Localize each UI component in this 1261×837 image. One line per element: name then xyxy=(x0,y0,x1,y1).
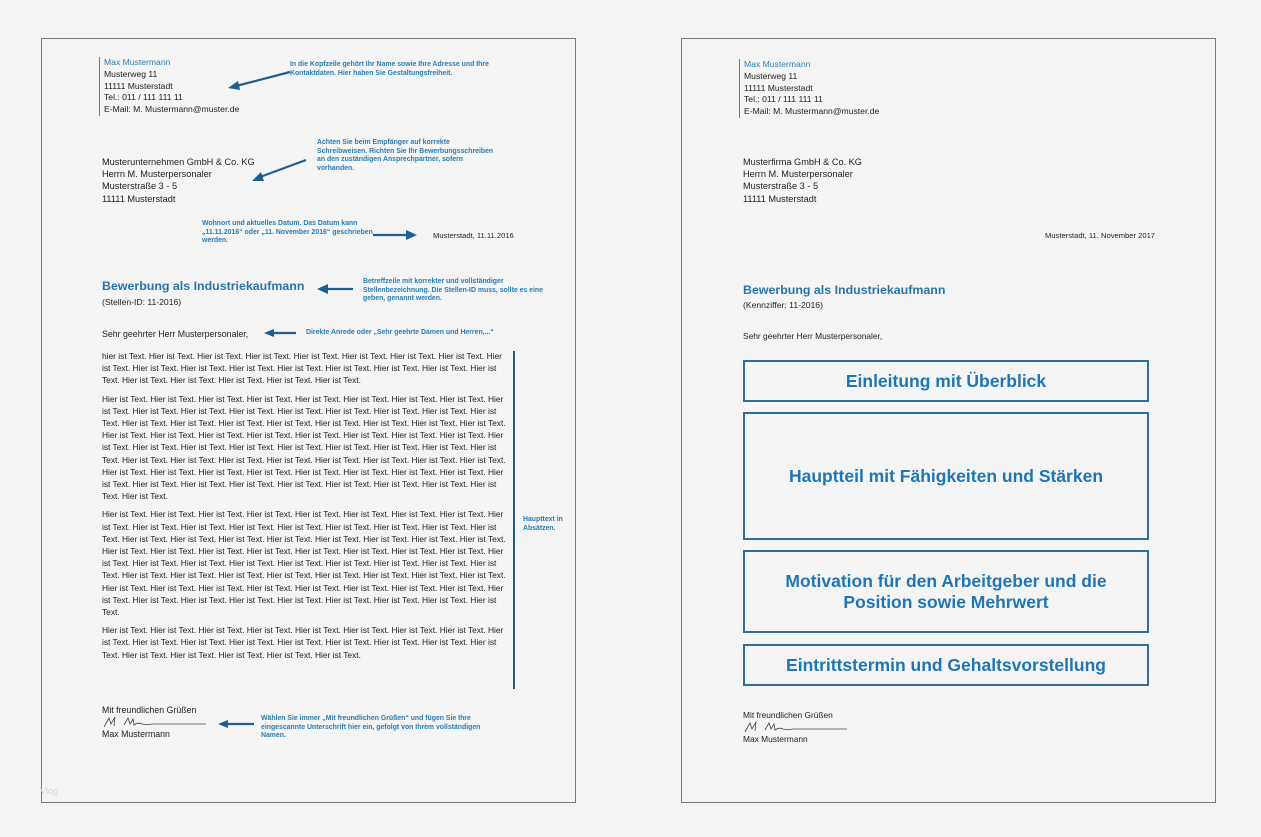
letter-date: Musterstadt, 11.11.2016 xyxy=(433,231,514,240)
recipient-city: 11111 Musterstadt xyxy=(743,193,817,204)
annotation-subject: Betreffzeile mit korrekter und vollständiger Stellenbezeichnung. Die Stellen-ID muss, sollte es eine geben, genannt werden. xyxy=(363,278,543,303)
section-box-introduction: Einleitung mit Überblick xyxy=(743,360,1149,402)
subject-line: Bewerbung als Industriekaufmann xyxy=(102,279,305,293)
body-paragraph: hier ist Text. Hier ist Text. Hier ist Text. Hier ist Text. Hier ist Text. Hier ist Text. Hier ist Text. Hier ist Text. Hier ist Text. Hier ist Text. Hier ist Text. Hier ist Text. Hier ist Text. Hier ist Text. Hier ist Text. Hier ist Text. Hier ist Text. Hier ist Text. Hier ist Text. Hier ist Text. Hier ist Text. Hier ist Text. xyxy=(102,351,502,386)
signature-name: Max Mustermann xyxy=(743,734,808,744)
recipient-street: Musterstraße 3 - 5 xyxy=(743,181,819,192)
closing-block xyxy=(743,709,849,745)
annotation-date: Wohnort und aktuelles Datum. Das Datum kann „11.11.2016“ oder „11. November 2016“ geschrieben werden. xyxy=(202,220,373,245)
annotated-letter-page xyxy=(41,38,576,803)
closing-phrase: Mit freundlichen Grüßen xyxy=(743,710,833,720)
recipient-company: Musterunternehmen GmbH & Co. KG xyxy=(102,157,255,167)
body-bracket-line xyxy=(513,351,515,689)
annotation-body: Haupttext in Absätzen. xyxy=(523,516,563,532)
arrow-icon xyxy=(218,719,254,729)
sender-phone: Tel.: 011 / 111 111 11 xyxy=(104,92,183,103)
body-paragraph: Hier ist Text. Hier ist Text. Hier ist Text. Hier ist Text. Hier ist Text. Hier ist Text. Hier ist Text. Hier ist Text. Hier ist Text. Hier ist Text. Hier ist Text. Hier ist Text. Hier ist Text. Hier ist Text. Hier ist Text. Hier ist Text. Hier ist Text. Hier ist Text. Hier ist Text. Hier ist Text. Hier ist Text. Hier ist Text. Hier ist Text. Hier ist Text. Hier ist Text. Hier ist Text. Hier ist Text. Hier ist Text. Hier ist Text. Hier ist Text. Hier ist Text. Hier ist Text. Hier ist Text. Hier ist Text. Hier ist Text. Hier ist Text. Hier ist Text. Hier ist Text. Hier ist Text. Hier ist Text. Hier ist Text. Hier ist Text. Hier ist Text. Hier ist Text. Hier ist Text. Hier ist Text. Hier ist Text. Hier ist Text. Hier ist Text. Hier ist Text. Hier ist Text. Hier ist Text. Hier ist Text. Hier ist Text. Hier ist Text. Hier ist Text. Hier ist Text. Hier ist Text. Hier ist Text. Hier ist Text. Hier ist Text. Hier ist Text. Hier ist Text. Hier ist Text. Hier ist Text. Hier ist Text. Hier ist Text. Hier ist Text. xyxy=(102,393,506,502)
sender-name: Max Mustermann xyxy=(744,59,811,69)
recipient-contact: Herrn M. Musterpersonaler xyxy=(102,169,212,180)
body-paragraph: Hier ist Text. Hier ist Text. Hier ist Text. Hier ist Text. Hier ist Text. Hier ist Text. Hier ist Text. Hier ist Text. Hier ist Text. Hier ist Text. Hier ist Text. Hier ist Text. Hier ist Text. Hier ist Text. Hier ist Text. Hier ist Text. Hier ist Text. Hier ist Text. Hier ist Text. Hier ist Text. Hier ist Text. Hier ist Text. Hier ist Text. Hier ist Text. Hier ist Text. Hier ist Text. Hier ist Text. Hier ist Text. Hier ist Text. Hier ist Text. Hier ist Text. Hier ist Text. Hier ist Text. Hier ist Text. Hier ist Text. Hier ist Text. Hier ist Text. Hier ist Text. Hier ist Text. Hier ist Text. Hier ist Text. Hier ist Text. Hier ist Text. Hier ist Text. Hier ist Text. Hier ist Text. Hier ist Text. Hier ist Text. Hier ist Text. Hier ist Text. Hier ist Text. Hier ist Text. Hier ist Text. Hier ist Text. Hier ist Text. Hier ist Text. Hier ist Text. Hier ist Text. Hier ist Text. Hier ist Text. Hier ist Text. Hier ist Text. Hier ist Text. Hier ist Text. Hier ist Text. Hier ist Text. Hier ist Text. xyxy=(102,509,506,618)
sender-city: 11111 Musterstadt xyxy=(104,80,173,91)
arrow-icon xyxy=(264,328,296,338)
annotation-recipient: Achten Sie beim Empfänger auf korrekte Schreibweisen. Richten Sie Ihr Bewerbungsschreiben an den zuständigen Ansprechpartner, sofern vorhanden. xyxy=(317,139,494,172)
sender-city: 11111 Musterstadt xyxy=(744,82,813,93)
recipient-contact: Herrn M. Musterpersonaler xyxy=(743,169,853,180)
sender-phone: Tel.: 011 / 111 111 11 xyxy=(744,94,823,105)
arrow-icon xyxy=(226,69,292,91)
annotation-header: In die Kopfzeile gehört Ihr Name sowie Ihre Adresse und Ihre Kontaktdaten. Hier haben Sie Gestaltungsfreiheit. xyxy=(290,61,489,77)
salutation: Sehr geehrter Herr Musterpersonaler, xyxy=(743,331,883,341)
sender-name: Max Mustermann xyxy=(104,57,171,67)
sender-block xyxy=(739,59,879,118)
section-box-start-date-salary: Eintrittstermin und Gehaltsvorstellung xyxy=(743,644,1149,686)
arrow-icon xyxy=(373,229,417,241)
section-box-main-part: Hauptteil mit Fähigkeiten und Stärken xyxy=(743,412,1149,540)
annotation-closing: Wählen Sie immer „Mit freundlichen Grüßen“ und fügen Sie Ihre eingescannte Unterschrift hier ein, gefolgt von Ihrem vollständigen Namen. xyxy=(261,715,481,740)
closing-phrase: Mit freundlichen Grüßen xyxy=(102,705,197,715)
letter-date: Musterstadt, 11. November 2017 xyxy=(1045,231,1156,240)
sender-block xyxy=(99,57,239,116)
salutation: Sehr geehrter Herr Musterpersonaler, xyxy=(102,329,249,339)
sender-email: E-Mail: M. Mustermann@muster.de xyxy=(744,106,880,117)
signature-image xyxy=(102,716,208,728)
sender-street: Musterweg 11 xyxy=(744,70,798,81)
sender-street: Musterweg 11 xyxy=(104,68,158,79)
annotation-salutation: Direkte Anrede oder „Sehr geehrte Damen und Herren,...“ xyxy=(306,329,494,336)
recipient-street: Musterstraße 3 - 5 xyxy=(102,181,178,192)
sender-email: E-Mail: M. Mustermann@muster.de xyxy=(104,104,240,115)
body-paragraph: Hier ist Text. Hier ist Text. Hier ist Text. Hier ist Text. Hier ist Text. Hier ist Text. Hier ist Text. Hier ist Text. Hier ist Text. Hier ist Text. Hier ist Text. Hier ist Text. Hier ist Text. Hier ist Text. Hier ist Text. Hier ist Text. Hier ist Text. Hier ist Text. Hier ist Text. Hier ist Text. Hier ist Text. Hier ist Text. xyxy=(102,625,504,660)
subject-line: Bewerbung als Industriekaufmann xyxy=(743,283,946,297)
watermark: Vlog xyxy=(40,786,59,796)
arrow-icon xyxy=(317,283,353,295)
structure-letter-page xyxy=(681,38,1216,803)
recipient-block xyxy=(102,156,255,205)
subject-reference: (Stellen-ID: 11-2016) xyxy=(102,297,182,307)
signature-image xyxy=(743,721,849,733)
recipient-city: 11111 Musterstadt xyxy=(102,193,176,204)
signature-name: Max Mustermann xyxy=(102,729,170,739)
closing-block xyxy=(102,704,208,740)
section-box-motivation: Motivation für den Arbeitgeber und die Position sowie Mehrwert xyxy=(743,550,1149,633)
recipient-block xyxy=(743,156,862,205)
letter-body xyxy=(102,350,507,667)
subject-reference: (Kennziffer: 11-2016) xyxy=(743,300,823,310)
recipient-company: Musterfirma GmbH & Co. KG xyxy=(743,157,862,167)
arrow-icon xyxy=(250,157,308,183)
